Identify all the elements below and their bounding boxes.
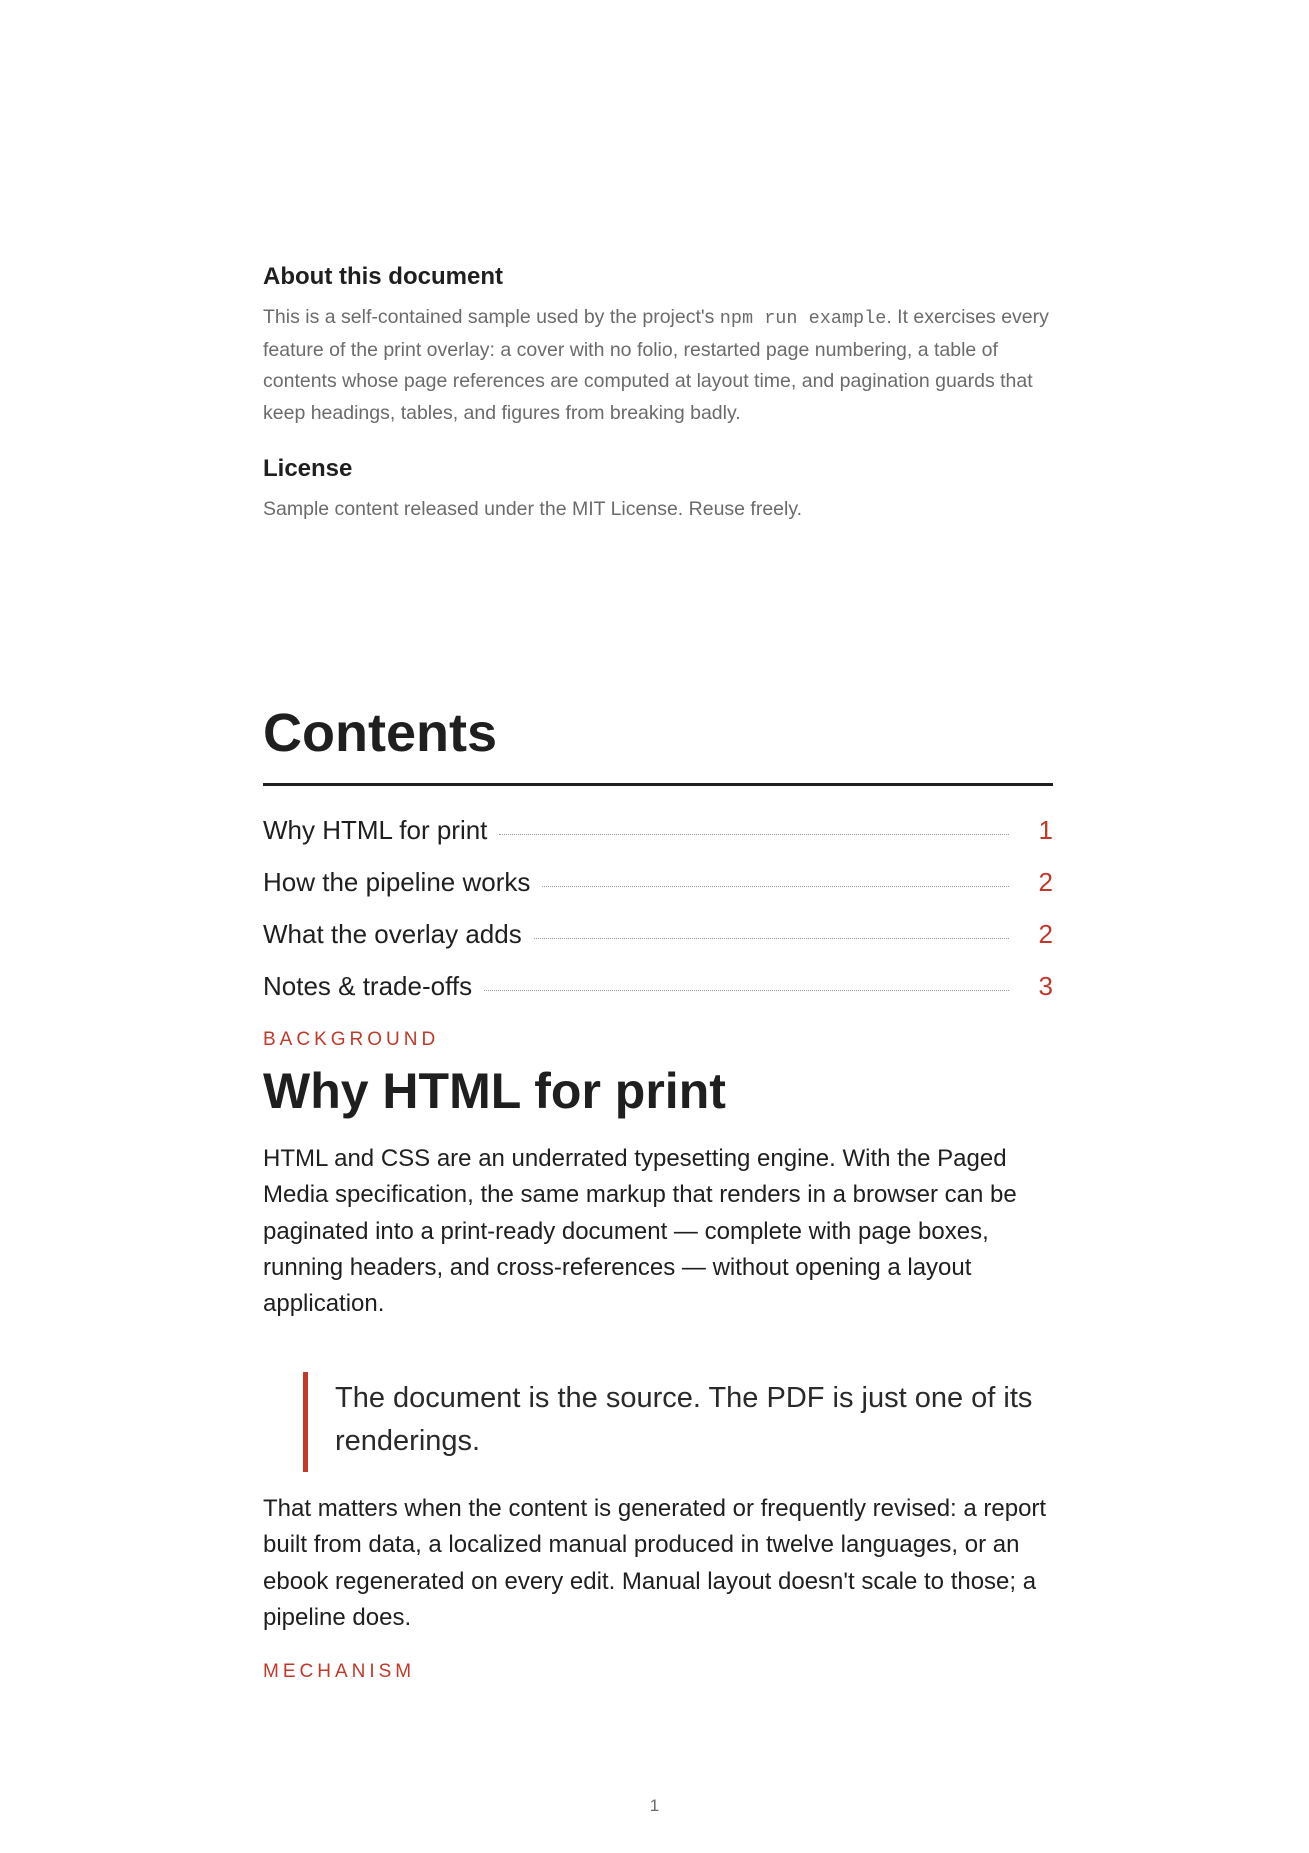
toc-item-pipeline[interactable] xyxy=(263,867,1053,919)
license-heading: License xyxy=(263,455,353,482)
next-section-eyebrow: MECHANISM xyxy=(263,1661,416,1682)
toc-item-notes[interactable] xyxy=(263,971,1053,1023)
toc-leader xyxy=(484,990,1008,991)
body-paragraph-2: That matters when the content is generated or frequently revised: a report built from data, a localized manual produced in twelve languages, or an ebook regenerated on every edit. Manual layout doesn't scale to those; a pipeline does. xyxy=(263,1495,1047,1631)
toc-divider xyxy=(263,783,1053,786)
toc-list xyxy=(263,815,1053,1023)
about-text-start: This is a self-contained sample used by the project's xyxy=(263,306,720,328)
toc-leader xyxy=(542,886,1008,887)
command-code: npm run example xyxy=(719,308,887,329)
toc-title: Contents xyxy=(263,703,497,763)
toc-item-label: What the overlay adds xyxy=(263,919,522,949)
page-number: 1 xyxy=(649,1796,660,1815)
section-eyebrow: BACKGROUND xyxy=(263,1029,440,1050)
toc-item-label: Why HTML for print xyxy=(263,815,488,845)
toc-page-number: 2 xyxy=(1038,867,1053,897)
toc-leader xyxy=(534,938,1009,939)
toc-item-overlay[interactable] xyxy=(263,919,1053,971)
pull-quote-text: The document is the source. The PDF is just one of its renderings. xyxy=(335,1382,1033,1457)
license-text: Sample content released under the MIT License. Reuse freely. xyxy=(263,498,803,520)
pull-quote xyxy=(303,1372,1098,1472)
toc-page-number: 1 xyxy=(1038,815,1053,845)
section-title: Why HTML for print xyxy=(263,1063,726,1119)
toc-leader xyxy=(499,834,1008,835)
about-text xyxy=(263,302,1053,429)
toc-item-label: How the pipeline works xyxy=(263,867,531,897)
toc-page-number: 3 xyxy=(1038,971,1053,1001)
toc-item-label: Notes & trade-offs xyxy=(263,971,473,1001)
about-text-end: . It exercises every feature of the print overlay: a cover with no folio, restarted page numbering, a table of contents whose page references are computed at layout time, and pagination guards that keep headings, tables, and figures from breaking badly. xyxy=(263,306,1049,424)
toc-page-number: 2 xyxy=(1038,919,1053,949)
body-paragraph-1: HTML and CSS are an underrated typesetting engine. With the Paged Media specification, the same markup that renders in a browser can be paginated into a print-ready document — complete with page boxes, running headers, and cross-references — without opening a layout application. xyxy=(263,1145,1017,1318)
about-heading: About this document xyxy=(263,263,503,290)
toc-item-why-html[interactable] xyxy=(263,815,1053,867)
